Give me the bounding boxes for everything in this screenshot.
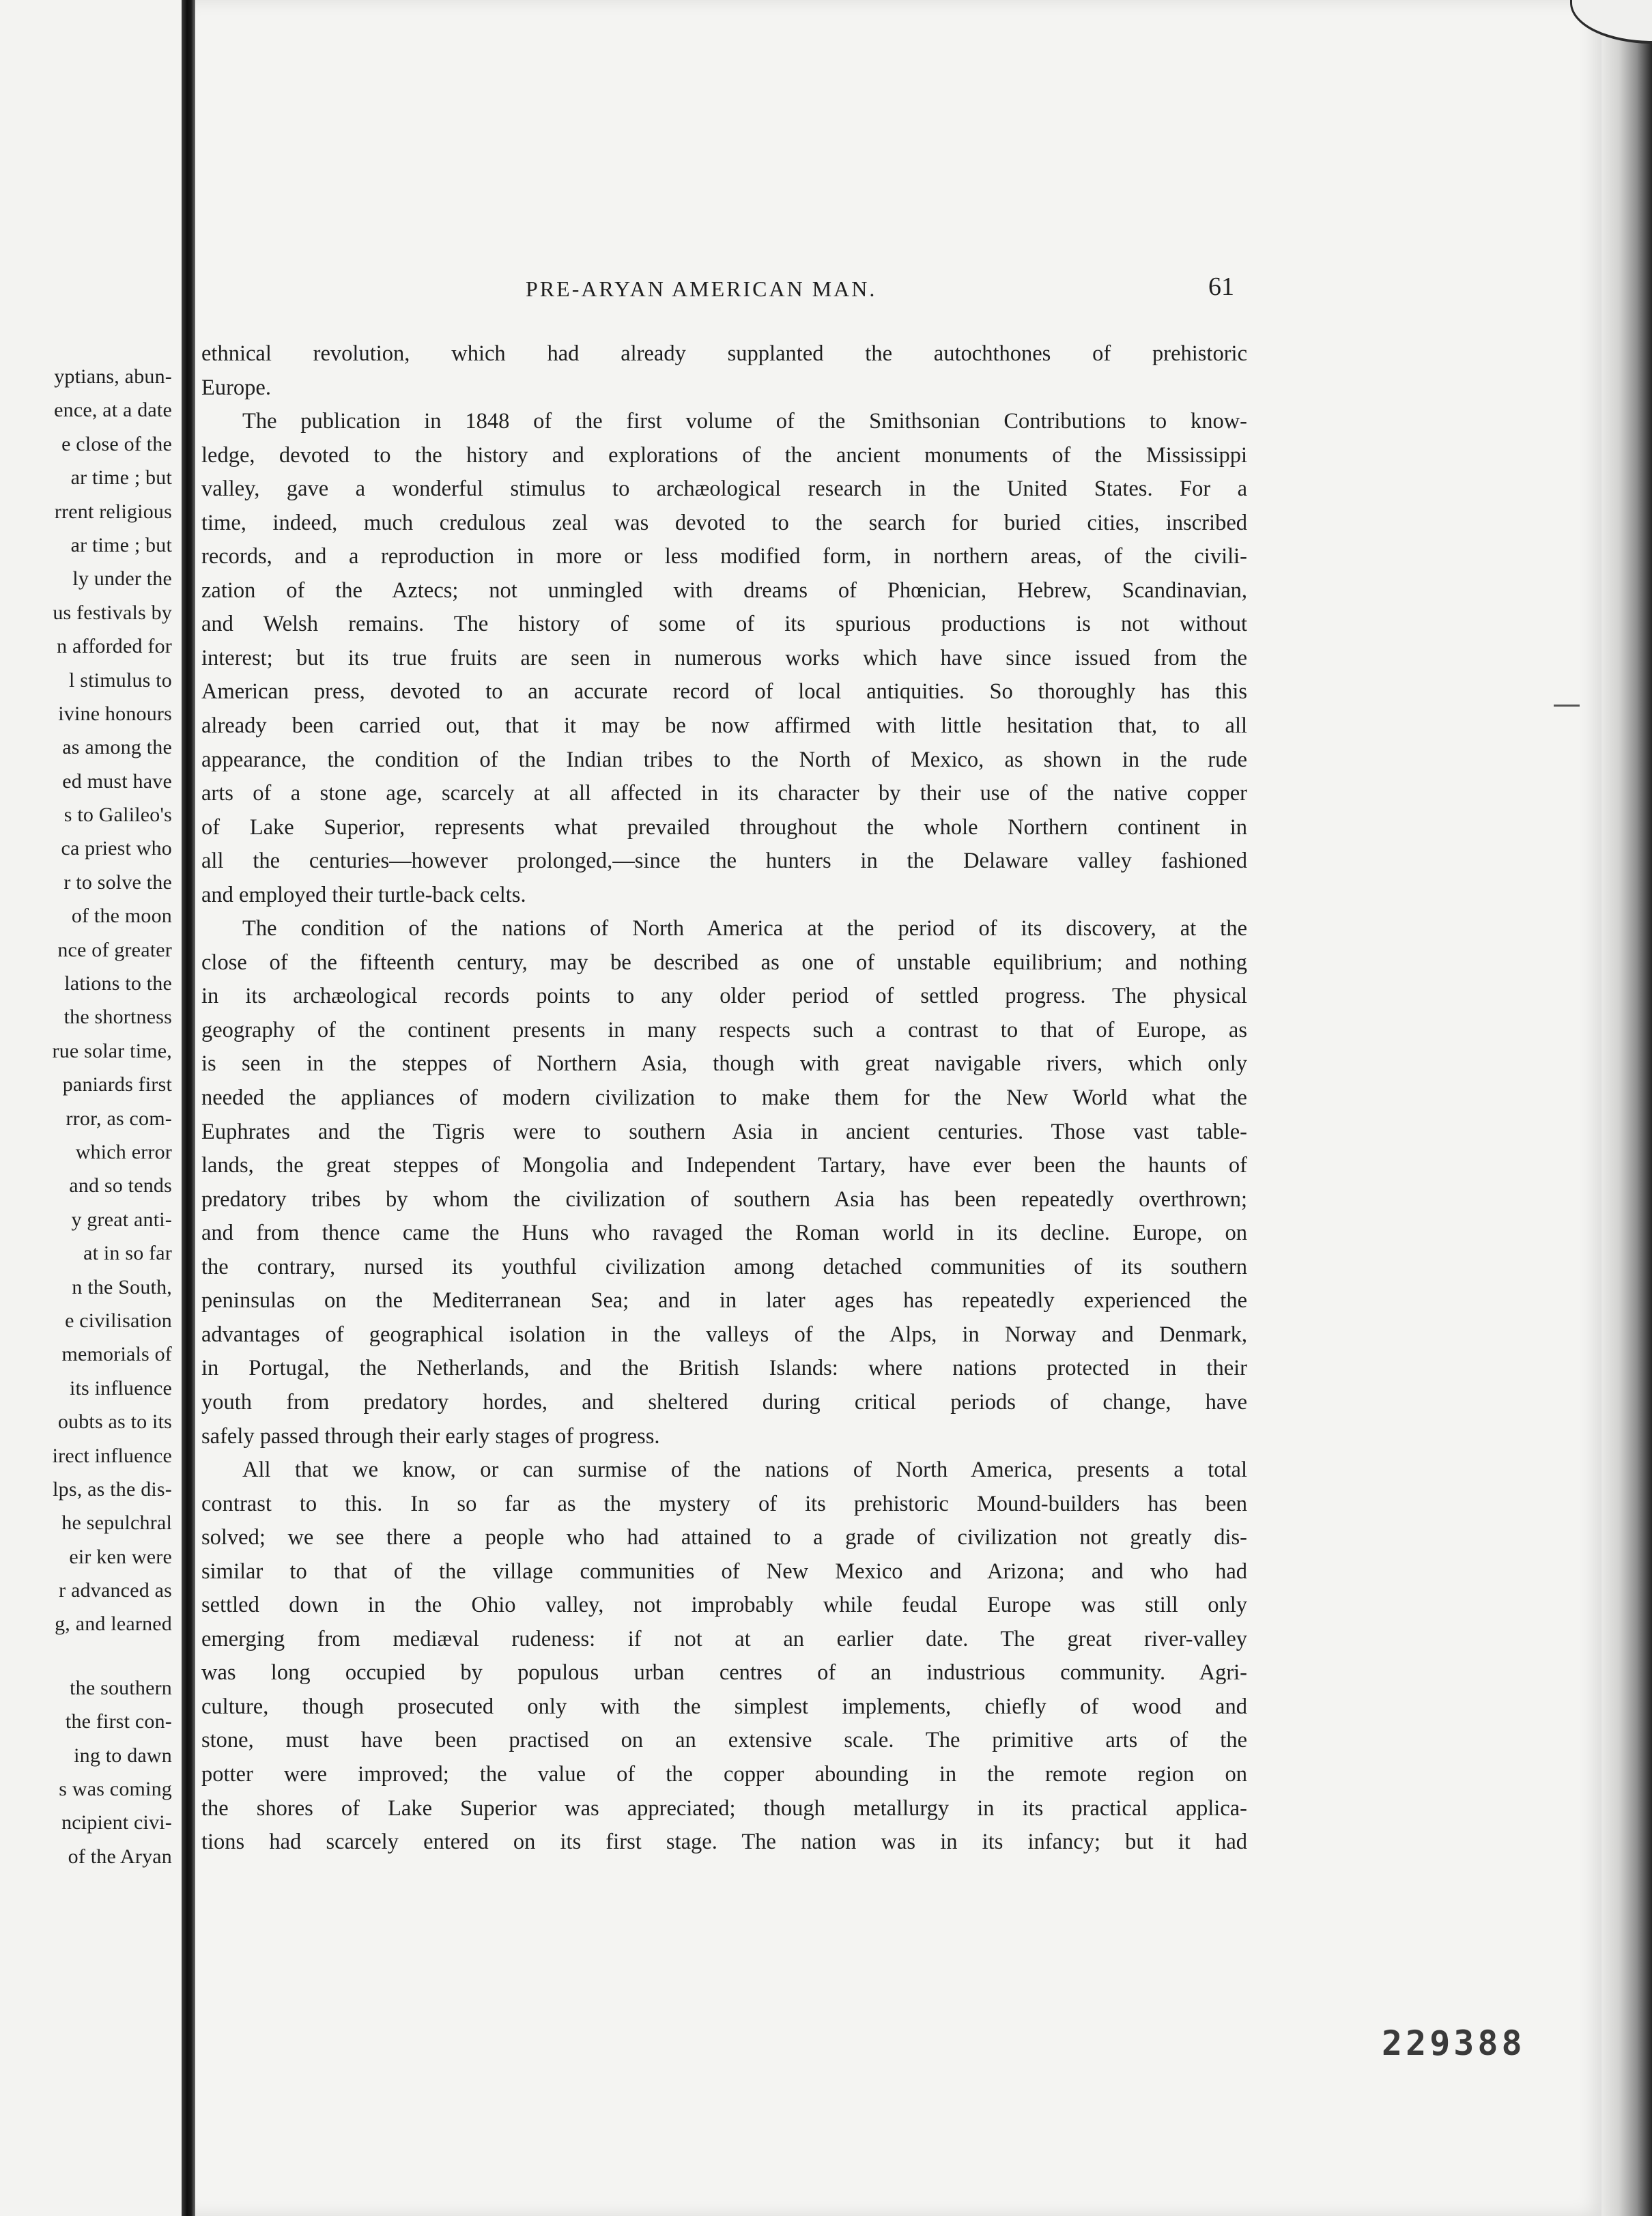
text-line: all the centuries—however prolonged,—since the hunters in the Delaware valley fashioned	[201, 849, 1247, 874]
previous-page-line: irect influence	[52, 1444, 172, 1467]
text-line: close of the fifteenth century, may be described as one of unstable equilibrium; and nothing	[201, 950, 1247, 975]
text-line: was long occupied by populous urban centres of an industrious community. Agri-	[201, 1660, 1247, 1686]
previous-page-line: ar time ; but	[70, 466, 172, 489]
text-line: appearance, the condition of the Indian tribes to the North of Mexico, as shown in the rude	[201, 747, 1247, 772]
text-line: ledge, devoted to the history and explorations of the ancient monuments of the Mississippi	[201, 442, 1247, 468]
previous-page-line: s was coming	[59, 1778, 172, 1801]
previous-page-line: ivine honours	[58, 702, 172, 725]
previous-page-line: us festivals by	[53, 601, 172, 624]
previous-page-line: lps, as the dis-	[53, 1477, 172, 1501]
paragraph	[201, 1453, 1247, 1860]
previous-page-line: at in so far	[83, 1242, 172, 1265]
previous-page-line: paniards first	[62, 1073, 172, 1096]
previous-page-line: ca priest who	[61, 837, 172, 860]
text-line: lands, the great steppes of Mongolia and Independent Tartary, have ever been the haunts of	[201, 1153, 1247, 1178]
body-text	[201, 337, 1247, 1860]
previous-page-line: ed must have	[62, 769, 172, 793]
text-line: is seen in the steppes of Northern Asia, though with great navigable rivers, which only	[201, 1051, 1247, 1077]
margin-mark	[1554, 705, 1580, 707]
text-line: ethnical revolution, which had already supplanted the autochthones of prehistoric	[201, 341, 1247, 366]
text-line: and from thence came the Huns who ravaged the Roman world in its decline. Europe, on	[201, 1221, 1247, 1246]
previous-page-line: as among the	[62, 736, 172, 759]
text-line: settled down in the Ohio valley, not improbably while feudal Europe was still only	[201, 1593, 1247, 1618]
previous-page-line: its influence	[69, 1376, 172, 1400]
text-line: already been carried out, that it may be now affirmed with little hesitation that, to all	[201, 713, 1247, 739]
text-line: stone, must have been practised on an extensive scale. The primitive arts of the	[201, 1728, 1247, 1753]
text-line: arts of a stone age, scarcely at all affected in its character by their use of the native copper	[201, 781, 1247, 806]
previous-page-line: r advanced as	[59, 1579, 172, 1602]
previous-page-line: of the Aryan	[68, 1845, 172, 1868]
text-line: American press, devoted to an accurate record of local antiquities. So thoroughly has this	[201, 679, 1247, 705]
page-number: 61	[1208, 272, 1234, 301]
previous-page-line: rror, as com-	[66, 1107, 172, 1130]
text-line: contrast to this. In so far as the mystery of its prehistoric Mound-builders has been	[201, 1491, 1247, 1516]
previous-page-fragment	[0, 0, 182, 2216]
previous-page-line: n afforded for	[57, 635, 172, 658]
text-line: interest; but its true fruits are seen in numerous works which have since issued from the	[201, 645, 1247, 670]
previous-page-line: and so tends	[69, 1174, 172, 1197]
previous-page-line: ence, at a date	[54, 399, 172, 422]
previous-page-line: of the moon	[71, 905, 172, 928]
text-line: peninsulas on the Mediterranean Sea; and in later ages has repeatedly experienced the	[201, 1288, 1247, 1313]
previous-page-text	[0, 360, 172, 1873]
previous-page-line: oubts as to its	[57, 1410, 172, 1434]
text-line: time, indeed, much credulous zeal was devoted to the search for buried cities, inscribed	[201, 510, 1247, 535]
paragraph	[201, 337, 1247, 405]
previous-page-line: yptians, abun-	[54, 365, 172, 388]
text-line: the contrary, nursed its youthful civilization among detached communities of its southern	[201, 1254, 1247, 1279]
text-line: The condition of the nations of North America at the period of its discovery, at the	[242, 916, 1247, 941]
previous-page-line: he sepulchral	[61, 1511, 172, 1535]
previous-page-line: the first con-	[65, 1710, 172, 1733]
text-line: Europe.	[201, 375, 271, 400]
text-line: similar to that of the village communities of New Mexico and Arizona; and who had	[201, 1559, 1247, 1584]
running-header: PRE-ARYAN AMERICAN MAN.	[526, 276, 877, 301]
text-line: youth from predatory hordes, and sheltered during critical periods of change, have	[201, 1389, 1247, 1415]
text-line: tions had scarcely entered on its first stage. The nation was in its infancy; but it had	[201, 1830, 1247, 1855]
text-line: zation of the Aztecs; not unmingled with dreams of Phœnician, Hebrew, Scandinavian,	[201, 578, 1247, 603]
text-line: The publication in 1848 of the first volume of the Smithsonian Contributions to know-	[242, 409, 1247, 434]
previous-page-line: e close of the	[61, 432, 172, 455]
previous-page-line: s to Galileo's	[63, 804, 172, 827]
text-line: in its archæological records points to any older period of settled progress. The physical	[201, 984, 1247, 1009]
previous-page-line: l stimulus to	[69, 668, 172, 692]
previous-page-gap	[0, 1641, 172, 1671]
text-line: culture, though prosecuted only with the simplest implements, chiefly of wood and	[201, 1694, 1247, 1719]
previous-page-line: memorials of	[61, 1343, 172, 1366]
previous-page-line: which error	[75, 1140, 172, 1163]
text-line: records, and a reproduction in more or less modified form, in northern areas, of the civili-	[201, 544, 1247, 569]
previous-page-line: rue solar time,	[52, 1039, 172, 1062]
text-line: All that we know, or can surmise of the nations of North America, presents a total	[242, 1458, 1247, 1483]
previous-page-line: ncipient civi-	[61, 1811, 172, 1834]
previous-page-line: n the South,	[72, 1275, 172, 1298]
text-line: advantages of geographical isolation in the valleys of the Alps, in Norway and Denmark,	[201, 1322, 1247, 1347]
text-line: needed the appliances of modern civilization to make them for the New World what the	[201, 1085, 1247, 1111]
previous-page-line: r to solve the	[63, 870, 172, 894]
text-line: potter were improved; the value of the copper abounding in the remote region on	[201, 1761, 1247, 1787]
text-line: the shores of Lake Superior was appreciated; though metallurgy in its practical applica-	[201, 1795, 1247, 1821]
text-line: and Welsh remains. The history of some of its spurious productions is not without	[201, 612, 1247, 637]
text-line: Euphrates and the Tigris were to southern Asia in ancient centuries. Those vast table-	[201, 1119, 1247, 1144]
previous-page-line: ar time ; but	[70, 533, 172, 556]
previous-page-line: ly under the	[72, 567, 172, 591]
text-line: emerging from mediæval rudeness: if not at an earlier date. The great river-valley	[201, 1626, 1247, 1651]
text-line: of Lake Superior, represents what prevailed throughout the whole Northern continent in	[201, 814, 1247, 840]
text-line: in Portugal, the Netherlands, and the British Islands: where nations protected in their	[201, 1356, 1247, 1381]
text-line: and employed their turtle-back celts.	[201, 882, 526, 907]
previous-page-line: ing to dawn	[74, 1744, 172, 1767]
paragraph	[201, 912, 1247, 1453]
text-line: predatory tribes by whom the civilization of southern Asia has been repeatedly overthrown;	[201, 1187, 1247, 1212]
previous-page-line: y great anti-	[71, 1208, 172, 1231]
previous-page-line: e civilisation	[65, 1309, 172, 1332]
page-edge-shadow	[1601, 0, 1652, 2216]
paragraph	[201, 405, 1247, 912]
previous-page-line: the southern	[70, 1676, 172, 1699]
previous-page-line: rrent religious	[54, 500, 172, 523]
book-gutter	[182, 0, 195, 2216]
previous-page-line: g, and learned	[55, 1613, 172, 1636]
previous-page-line: lations to the	[64, 972, 172, 995]
text-line: solved; we see there a people who had attained to a grade of civilization not greatly dis-	[201, 1525, 1247, 1550]
catalog-stamp-number: 229388	[1382, 2023, 1526, 2063]
previous-page-line: the shortness	[63, 1006, 172, 1029]
text-line: valley, gave a wonderful stimulus to archæological research in the United States. For a	[201, 477, 1247, 502]
previous-page-line: nce of greater	[57, 938, 172, 961]
text-line: safely passed through their early stages of progress.	[201, 1423, 660, 1449]
text-line: geography of the continent presents in many respects such a contrast to that of Europe, as	[201, 1017, 1247, 1042]
previous-page-line: eir ken were	[69, 1545, 172, 1568]
